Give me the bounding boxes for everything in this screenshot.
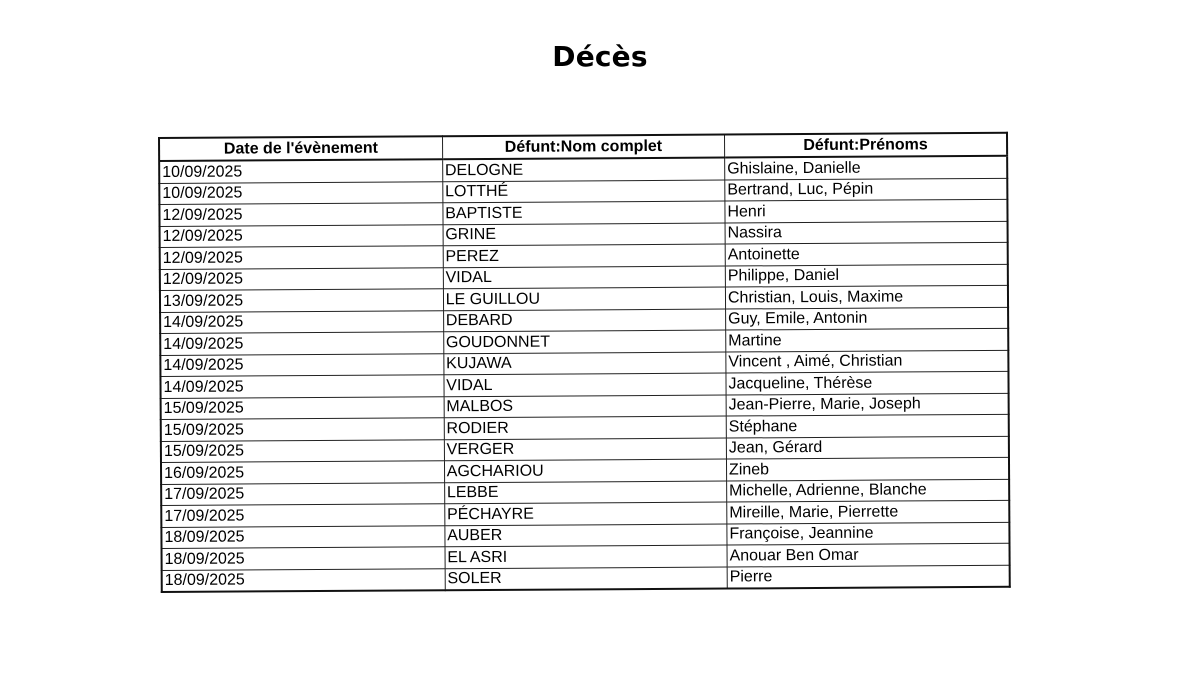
cell-firstnames: Philippe, Daniel [725, 264, 1008, 287]
cell-date: 10/09/2025 [159, 159, 442, 183]
cell-date: 13/09/2025 [160, 289, 443, 312]
cell-firstnames: Henri [725, 199, 1008, 222]
cell-name: AGCHARIOU [444, 459, 726, 482]
cell-date: 14/09/2025 [160, 332, 443, 355]
cell-date: 14/09/2025 [160, 375, 443, 398]
cell-date: 17/09/2025 [161, 482, 444, 505]
header-date: Date de l'évènement [159, 136, 442, 161]
cell-name: PÉCHAYRE [444, 502, 726, 525]
cell-name: KUJAWA [444, 352, 726, 375]
cell-name: GOUDONNET [443, 330, 725, 353]
cell-name: AUBER [445, 524, 727, 547]
cell-firstnames: Françoise, Jeannine [727, 522, 1010, 545]
cell-name: DELOGNE [442, 158, 724, 182]
deaths-table [158, 132, 1011, 593]
cell-date: 15/09/2025 [161, 418, 444, 441]
cell-date: 17/09/2025 [161, 504, 444, 527]
cell-firstnames: Nassira [725, 221, 1008, 244]
table-row [162, 565, 1010, 592]
cell-name: VIDAL [444, 373, 726, 396]
cell-firstnames: Michelle, Adrienne, Blanche [727, 479, 1010, 502]
cell-name: EL ASRI [445, 545, 727, 568]
cell-name: BAPTISTE [443, 201, 725, 224]
cell-date: 10/09/2025 [159, 181, 442, 204]
cell-name: SOLER [445, 567, 727, 591]
header-firstnames: Défunt:Prénoms [724, 133, 1007, 158]
cell-name: DEBARD [443, 309, 725, 332]
table-body [159, 156, 1010, 592]
cell-name: LE GUILLOU [443, 287, 725, 310]
cell-name: GRINE [443, 223, 725, 246]
cell-firstnames: Jean, Gérard [726, 436, 1009, 459]
cell-firstnames: Vincent , Aimé, Christian [726, 350, 1009, 373]
cell-date: 14/09/2025 [160, 353, 443, 376]
cell-date: 18/09/2025 [162, 547, 445, 570]
page-title: Décès [552, 40, 648, 73]
cell-date: 16/09/2025 [161, 461, 444, 484]
cell-firstnames: Stéphane [726, 414, 1009, 437]
cell-firstnames: Bertrand, Luc, Pépin [725, 178, 1008, 201]
cell-date: 14/09/2025 [160, 310, 443, 333]
cell-firstnames: Pierre [727, 565, 1010, 589]
cell-firstnames: Guy, Emile, Antonin [726, 307, 1009, 330]
cell-name: VERGER [444, 438, 726, 461]
cell-name: LOTTHÉ [443, 180, 725, 203]
cell-date: 18/09/2025 [162, 568, 445, 592]
cell-name: LEBBE [444, 481, 726, 504]
cell-date: 12/09/2025 [159, 203, 442, 226]
cell-firstnames: Jean-Pierre, Marie, Joseph [726, 393, 1009, 416]
cell-date: 18/09/2025 [161, 525, 444, 548]
cell-firstnames: Antoinette [725, 242, 1008, 265]
cell-name: MALBOS [444, 395, 726, 418]
cell-date: 12/09/2025 [160, 224, 443, 247]
cell-firstnames: Anouar Ben Omar [727, 543, 1010, 566]
cell-date: 12/09/2025 [160, 267, 443, 290]
cell-name: RODIER [444, 416, 726, 439]
cell-firstnames: Ghislaine, Danielle [725, 156, 1008, 180]
cell-firstnames: Zineb [726, 457, 1009, 480]
cell-firstnames: Christian, Louis, Maxime [725, 285, 1008, 308]
cell-firstnames: Mireille, Marie, Pierrette [727, 500, 1010, 523]
cell-firstnames: Jacqueline, Thérèse [726, 371, 1009, 394]
cell-name: VIDAL [443, 266, 725, 289]
cell-date: 15/09/2025 [161, 396, 444, 419]
header-name: Défunt:Nom complet [442, 135, 724, 160]
cell-date: 12/09/2025 [160, 246, 443, 269]
cell-firstnames: Martine [726, 328, 1009, 351]
cell-date: 15/09/2025 [161, 439, 444, 462]
cell-name: PEREZ [443, 244, 725, 267]
